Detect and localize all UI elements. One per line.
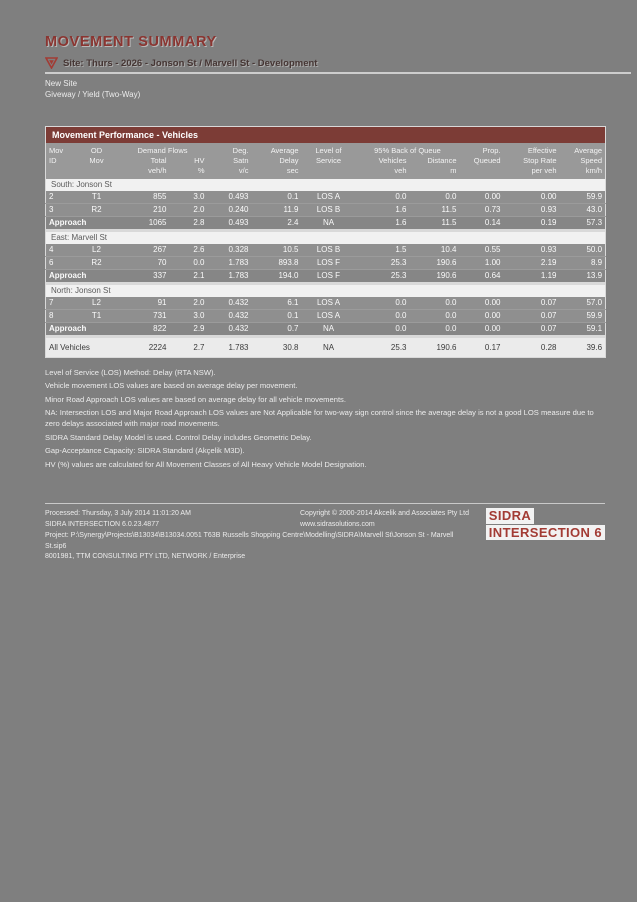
movement-row [46, 191, 606, 204]
movement-cell: R2 [76, 203, 118, 216]
movement-cell: 0.0 [410, 309, 460, 322]
movement-cell: 190.6 [410, 256, 460, 269]
all-vehicles-cell: 30.8 [252, 336, 302, 357]
movement-cell: R2 [76, 256, 118, 269]
table-title-bar [46, 126, 606, 143]
all-vehicles-cell: 0.17 [460, 336, 504, 357]
footnote: NA: Intersection LOS and Major Road Approach LOS values are Not Applicable for two-way sign control since the average delay is not a good LOS measure due to zero delays associated with major road movements. [45, 408, 594, 429]
approach-cell: 13.9 [560, 269, 606, 283]
movement-cell: LOS B [302, 244, 356, 257]
col-speed-2: Speed [560, 156, 606, 166]
approach-cell: 190.6 [410, 269, 460, 283]
movement-cell: LOS F [302, 256, 356, 269]
movement-cell: 59.9 [560, 191, 606, 204]
col-veh-unit: veh [356, 166, 410, 179]
movement-cell: 6 [46, 256, 76, 269]
footnote: Minor Road Approach LOS values are based on average delay for all vehicle movements. [45, 394, 346, 404]
movement-cell: 50.0 [560, 244, 606, 257]
col-demand-group: Demand Flows [118, 143, 208, 156]
movement-cell: 1.00 [460, 256, 504, 269]
all-vehicles-cell: 1.783 [208, 336, 252, 357]
approach-label: Approach [46, 269, 118, 283]
col-mov: Mov [46, 143, 76, 156]
approach-row [46, 216, 606, 230]
movement-cell: 2.19 [504, 256, 560, 269]
movement-cell: 0.0 [410, 191, 460, 204]
footer-right [300, 509, 505, 531]
section-label: South: Jonson St [46, 179, 606, 191]
report-footer [45, 503, 605, 566]
movement-cell: 0.93 [504, 244, 560, 257]
movement-cell: 10.4 [410, 244, 460, 257]
approach-cell: 0.7 [252, 322, 302, 336]
footnote: Vehicle movement LOS values are based on average delay per movement. [45, 381, 298, 391]
footer-line: 8001981, TTM CONSULTING PTY LTD, NETWORK / Enterprise [45, 553, 246, 561]
section-label: North: Jonson St [46, 283, 606, 297]
approach-cell: 0.493 [208, 216, 252, 230]
movement-cell: 0.00 [460, 309, 504, 322]
col-satn-unit: v/c [208, 166, 252, 179]
col-dist-unit: m [410, 166, 460, 179]
movement-cell: 210 [118, 203, 170, 216]
approach-cell: 0.07 [504, 322, 560, 336]
col-dist: Distance [410, 156, 460, 166]
col-mov-2: ID [46, 156, 76, 166]
footer-line: Copyright © 2000-2014 Akcelik and Associates Pty Ltd [300, 510, 469, 517]
approach-cell: 25.3 [356, 269, 410, 283]
movement-row [46, 297, 606, 310]
approach-cell: LOS F [302, 269, 356, 283]
approach-cell: 0.0 [356, 322, 410, 336]
movement-cell: 10.5 [252, 244, 302, 257]
col-prop: Prop. [460, 143, 504, 156]
movement-cell: 6.1 [252, 297, 302, 310]
movement-cell: 0.73 [460, 203, 504, 216]
approach-cell: 1.19 [504, 269, 560, 283]
col-speed: Average [560, 143, 606, 156]
col-los: Level of [302, 143, 356, 156]
col-empty [76, 166, 118, 179]
movement-cell: 0.432 [208, 297, 252, 310]
movement-cell: T1 [76, 309, 118, 322]
col-total-unit: veh/h [118, 166, 170, 179]
approach-cell: 0.64 [460, 269, 504, 283]
page-title: MOVEMENT SUMMARY [45, 34, 217, 50]
approach-label: Approach [46, 322, 118, 336]
col-satn-2: Satn [208, 156, 252, 166]
col-speed-unit: km/h [560, 166, 606, 179]
col-veh: Vehicles [356, 156, 410, 166]
movement-cell: 2.0 [170, 203, 208, 216]
movement-row [46, 244, 606, 257]
movement-cell: 11.5 [410, 203, 460, 216]
movement-cell: 1.5 [356, 244, 410, 257]
movement-cell: 4 [46, 244, 76, 257]
footer-line: SIDRA INTERSECTION 6.0.23.4877 [45, 520, 159, 528]
col-empty [302, 166, 356, 179]
approach-cell: NA [302, 322, 356, 336]
col-stop: Effective [504, 143, 560, 156]
approach-cell: 1.6 [356, 216, 410, 230]
movement-cell: 3.0 [170, 309, 208, 322]
footer-line: Processed: Thursday, 3 July 2014 11:01:20 AM [45, 510, 191, 517]
site-subtitle: New Site [45, 79, 78, 88]
approach-cell: 0.14 [460, 216, 504, 230]
movement-cell: 0.240 [208, 203, 252, 216]
col-satn: Deg. [208, 143, 252, 156]
section-row [46, 283, 606, 297]
footer-line: www.sidrasolutions.com [300, 520, 375, 528]
approach-cell: 1065 [118, 216, 170, 230]
sidra-intersection-logo [486, 508, 605, 541]
column-header-row-2 [46, 156, 606, 166]
all-vehicles-cell: 2.7 [170, 336, 208, 357]
movement-cell: 2 [46, 191, 76, 204]
movement-cell: 7 [46, 297, 76, 310]
movement-cell: LOS A [302, 297, 356, 310]
movement-cell: 2.6 [170, 244, 208, 257]
all-vehicles-cell: 2224 [118, 336, 170, 357]
footnote: Gap-Acceptance Capacity: SIDRA Standard (Akçelik M3D). [45, 446, 245, 456]
movement-cell: L2 [76, 297, 118, 310]
movement-cell: 0.55 [460, 244, 504, 257]
movement-cell: 0.328 [208, 244, 252, 257]
movement-cell: 8.9 [560, 256, 606, 269]
movement-cell: 25.3 [356, 256, 410, 269]
col-hv: HV [170, 156, 208, 166]
movement-cell: 8 [46, 309, 76, 322]
movement-cell: 2.0 [170, 297, 208, 310]
col-total: Total [118, 156, 170, 166]
movement-cell: 1.6 [356, 203, 410, 216]
movement-cell: L2 [76, 244, 118, 257]
approach-cell: NA [302, 216, 356, 230]
movement-cell: 0.93 [504, 203, 560, 216]
column-header-row-3 [46, 166, 606, 179]
col-stop-2: Stop Rate [504, 156, 560, 166]
movement-cell: LOS B [302, 203, 356, 216]
movement-cell: 0.0 [356, 191, 410, 204]
all-vehicles-row [46, 336, 606, 357]
section-row [46, 230, 606, 244]
movement-cell: 59.9 [560, 309, 606, 322]
movement-cell: 0.1 [252, 191, 302, 204]
footnote: Level of Service (LOS) Method: Delay (RTA NSW). [45, 367, 216, 377]
col-od: OD [76, 143, 118, 156]
movement-cell: 893.8 [252, 256, 302, 269]
sidra-site-icon [45, 57, 58, 69]
approach-row [46, 322, 606, 336]
movement-cell: 0.07 [504, 309, 560, 322]
approach-cell: 2.8 [170, 216, 208, 230]
control-type: Giveway / Yield (Two-Way) [45, 89, 141, 99]
movement-row [46, 203, 606, 216]
movement-cell: LOS A [302, 309, 356, 322]
movement-row [46, 256, 606, 269]
footnotes [45, 367, 605, 470]
col-empty [46, 166, 76, 179]
column-header-row-1 [46, 143, 606, 156]
col-od-2: Mov [76, 156, 118, 166]
all-vehicles-cell: NA [302, 336, 356, 357]
movement-row [46, 309, 606, 322]
footnote: SIDRA Standard Delay Model is used. Control Delay includes Geometric Delay. [45, 432, 312, 442]
col-stop-unit: per veh [504, 166, 560, 179]
movement-cell: 855 [118, 191, 170, 204]
movement-cell: 43.0 [560, 203, 606, 216]
approach-cell: 2.9 [170, 322, 208, 336]
footnote: HV (%) values are calculated for All Movement Classes of All Heavy Vehicle Model Designation. [45, 459, 367, 469]
col-delay: Average [252, 143, 302, 156]
approach-cell: 0.0 [410, 322, 460, 336]
approach-cell: 337 [118, 269, 170, 283]
footer-line: Project: P:\Synergy\Projects\B13034\B13034.0051 T63B Russells Shopping Centre\Modelling\SIDRA\Marvell St\Jonson St - Marvell St.sip6 [45, 531, 454, 550]
approach-cell: 11.5 [410, 216, 460, 230]
approach-cell: 0.00 [460, 322, 504, 336]
movement-performance-table [45, 126, 606, 358]
approach-cell: 57.3 [560, 216, 606, 230]
col-queue-group: 95% Back of Queue [356, 143, 460, 156]
movement-cell: T1 [76, 191, 118, 204]
movement-cell: 0.07 [504, 297, 560, 310]
movement-cell: 0.00 [504, 191, 560, 204]
approach-cell: 59.1 [560, 322, 606, 336]
movement-cell: 11.9 [252, 203, 302, 216]
all-vehicles-cell: 0.28 [504, 336, 560, 357]
section-label: East: Marvell St [46, 230, 606, 244]
movement-cell: 91 [118, 297, 170, 310]
site-header [45, 57, 605, 69]
table-title: Movement Performance - Vehicles [46, 126, 606, 143]
movement-cell: 731 [118, 309, 170, 322]
movement-cell: 267 [118, 244, 170, 257]
col-delay-unit: sec [252, 166, 302, 179]
movement-cell: 0.0 [356, 309, 410, 322]
all-vehicles-cell: 39.6 [560, 336, 606, 357]
col-hv-unit: % [170, 166, 208, 179]
all-vehicles-cell: 190.6 [410, 336, 460, 357]
approach-cell: 194.0 [252, 269, 302, 283]
all-vehicles-cell: 25.3 [356, 336, 410, 357]
report-content [45, 34, 605, 470]
section-row [46, 179, 606, 191]
movement-cell: 3 [46, 203, 76, 216]
approach-cell: 1.783 [208, 269, 252, 283]
movement-cell: 3.0 [170, 191, 208, 204]
movement-cell: 1.783 [208, 256, 252, 269]
approach-cell: 2.1 [170, 269, 208, 283]
approach-cell: 0.432 [208, 322, 252, 336]
logo-line-1: SIDRA [486, 508, 534, 524]
col-los-2: Service [302, 156, 356, 166]
movement-cell: 0.0 [356, 297, 410, 310]
movement-cell: 0.0 [410, 297, 460, 310]
movement-cell: 0.493 [208, 191, 252, 204]
col-prop-2: Queued [460, 156, 504, 166]
col-delay-2: Delay [252, 156, 302, 166]
approach-cell: 2.4 [252, 216, 302, 230]
movement-cell: 0.432 [208, 309, 252, 322]
movement-cell: 70 [118, 256, 170, 269]
approach-label: Approach [46, 216, 118, 230]
approach-cell: 0.19 [504, 216, 560, 230]
all-vehicles-label: All Vehicles [46, 336, 118, 357]
movement-cell: LOS A [302, 191, 356, 204]
site-title: Site: Thurs - 2026 - Jonson St / Marvell St - Development [63, 57, 318, 69]
approach-row [46, 269, 606, 283]
movement-cell: 57.0 [560, 297, 606, 310]
header-divider [45, 72, 631, 74]
approach-cell: 822 [118, 322, 170, 336]
movement-cell: 0.0 [170, 256, 208, 269]
col-empty [460, 166, 504, 179]
movement-cell: 0.1 [252, 309, 302, 322]
movement-cell: 0.00 [460, 297, 504, 310]
logo-line-2: INTERSECTION 6 [486, 525, 605, 541]
movement-cell: 0.00 [460, 191, 504, 204]
